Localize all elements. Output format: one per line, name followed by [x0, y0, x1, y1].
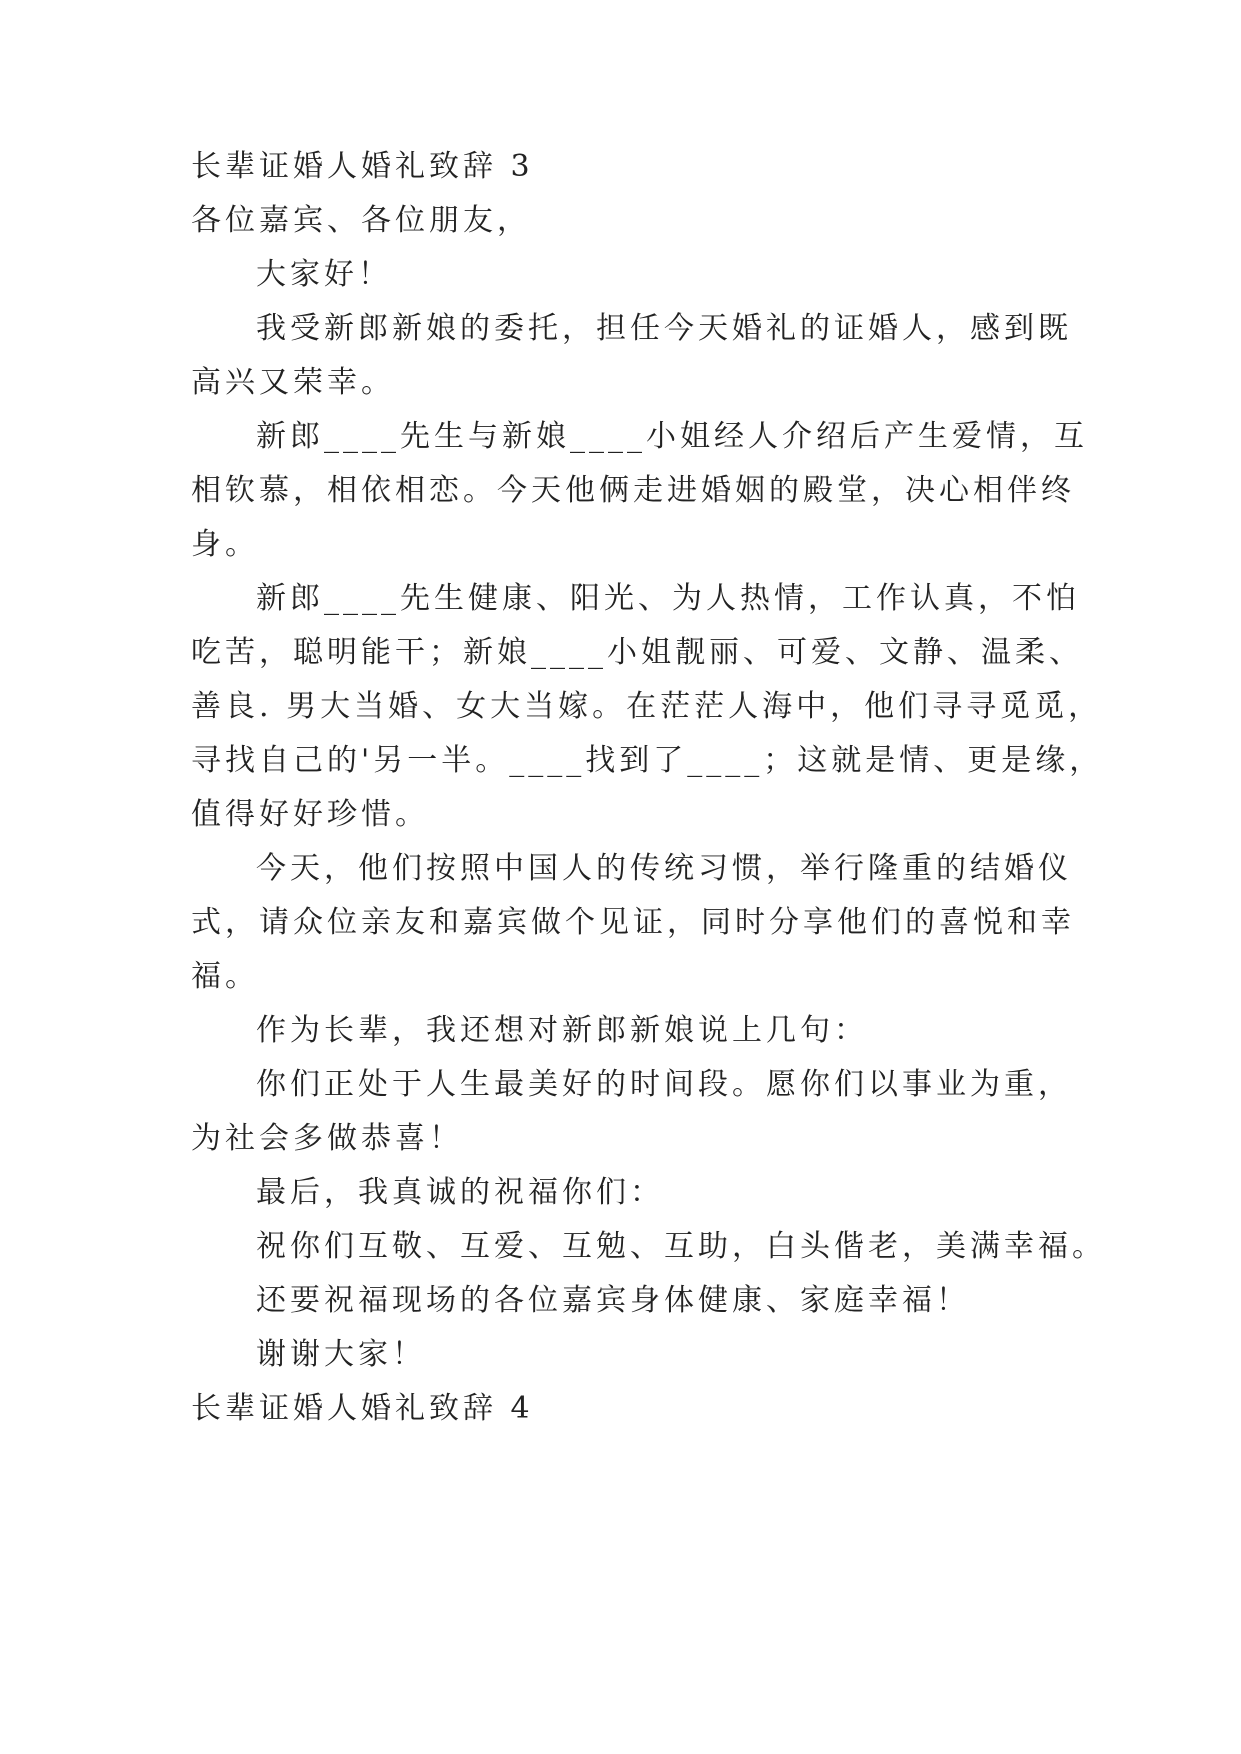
- paragraph-line: 你们正处于人生最美好的时间段。愿你们以事业为重，: [256, 1067, 1072, 1102]
- paragraph-line: 式，请众位亲友和嘉宾做个见证，同时分享他们的喜悦和幸: [191, 905, 1075, 940]
- paragraph-line: 新郎____先生健康、阳光、为人热情，工作认真，不怕: [256, 581, 1080, 616]
- paragraph-line: 值得好好珍惜。: [191, 797, 429, 832]
- paragraph-line: 最后，我真诚的祝福你们：: [256, 1175, 664, 1210]
- paragraph-line: 还要祝福现场的各位嘉宾身体健康、家庭幸福！: [256, 1283, 970, 1318]
- paragraph-line: 善良. 男大当婚、女大当嫁。在茫茫人海中，他们寻寻觅觅，: [191, 689, 1103, 724]
- paragraph-line: 我受新郎新娘的委托，担任今天婚礼的证婚人，感到既: [256, 311, 1072, 346]
- paragraph-line: 今天，他们按照中国人的传统习惯，举行隆重的结婚仪: [256, 851, 1072, 886]
- greeting: 大家好！: [256, 257, 392, 292]
- paragraph-line: 相钦慕，相依相恋。今天他俩走进婚姻的殿堂，决心相伴终: [191, 473, 1075, 508]
- paragraph-line: 福。: [191, 959, 259, 994]
- paragraph-line: 新郎____先生与新娘____小姐经人介绍后产生爱情，互: [256, 419, 1088, 454]
- closing-thanks: 谢谢大家！: [256, 1337, 426, 1372]
- salutation: 各位嘉宾、各位朋友，: [191, 203, 531, 238]
- paragraph-line: 寻找自己的'另一半。____找到了____；这就是情、更是缘，: [191, 743, 1104, 778]
- paragraph-line: 吃苦，聪明能干；新娘____小姐靓丽、可爱、文静、温柔、: [191, 635, 1083, 670]
- paragraph-line: 身。: [191, 527, 259, 562]
- paragraph-line: 高兴又荣幸。: [191, 365, 395, 400]
- section-title-3: 长辈证婚人婚礼致辞 3: [191, 149, 534, 184]
- paragraph-line: 为社会多做恭喜！: [191, 1121, 463, 1156]
- section-title-4: 长辈证婚人婚礼致辞 4: [191, 1391, 534, 1426]
- paragraph-line: 祝你们互敬、互爱、互勉、互助，白头偕老，美满幸福。: [256, 1229, 1106, 1264]
- paragraph-line: 作为长辈，我还想对新郎新娘说上几句：: [256, 1013, 868, 1048]
